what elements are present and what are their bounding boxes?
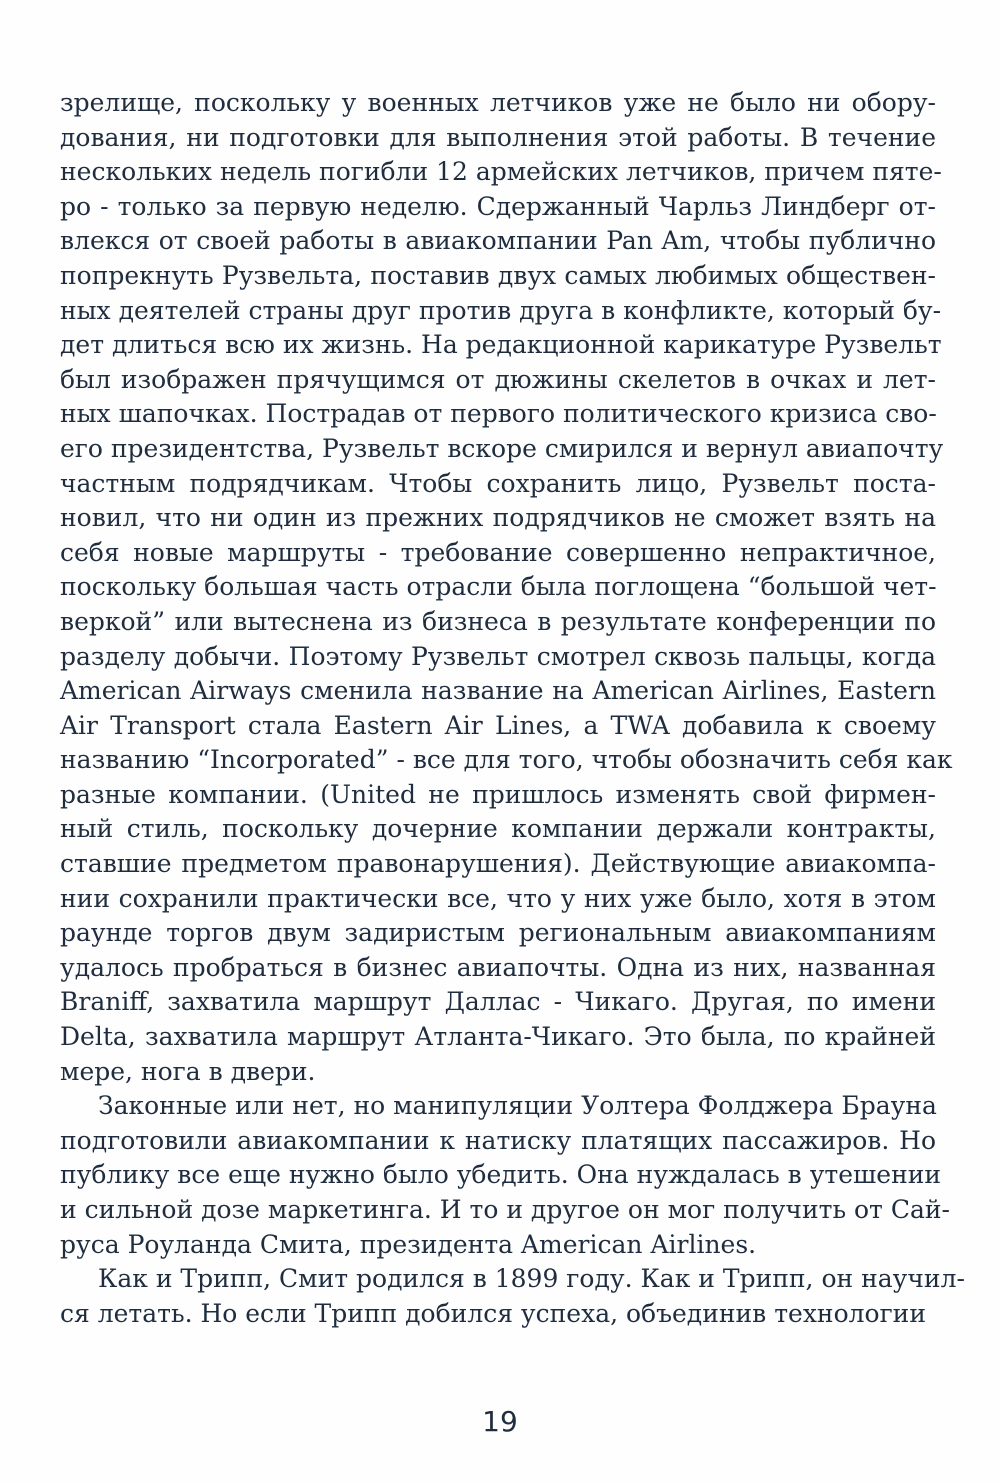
text-line: удалось пробраться в бизнес авиапочты. Одна из них, названная xyxy=(60,952,936,982)
text-line: Braniff, захватила маршрут Даллас - Чикаго. Другая, по имени xyxy=(60,987,936,1017)
text-line: попрекнуть Рузвельта, поставив двух самых любимых обществен- xyxy=(60,260,936,290)
text-line: публику все еще нужно было убедить. Она нуждалась в утешении xyxy=(60,1160,942,1190)
text-line: ных шапочках. Пострадав от первого политического кризиса сво- xyxy=(60,399,937,429)
text-line: Законные или нет, но манипуляции Уолтера Фолджера Брауна xyxy=(98,1091,937,1121)
paragraph xyxy=(60,1089,950,1262)
text-line: руса Роуланда Смита, президента American Airlines. xyxy=(60,1229,757,1259)
text-line: ставшие предметом правонарушения). Действующие авиакомпа- xyxy=(60,849,936,879)
text-line: разделу добычи. Поэтому Рузвельт смотрел сквозь пальцы, когда xyxy=(60,641,936,671)
text-line: дования, ни подготовки для выполнения этой работы. В течение xyxy=(60,122,936,152)
page-number: 19 xyxy=(482,1405,518,1438)
text-line: Air Transport стала Eastern Air Lines, а TWA добавила к своему xyxy=(60,710,936,740)
text-line: подготовили авиакомпании к натиску платящих пассажиров. Но xyxy=(60,1125,936,1155)
text-line: нескольких недель погибли 12 армейских летчиков, причем пяте- xyxy=(60,157,942,187)
text-line: ро - только за первую неделю. Сдержанный Чарльз Линдберг от- xyxy=(60,191,936,221)
text-line: новил, что ни один из прежних подрядчиков не сможет взять на xyxy=(60,503,936,533)
text-line: разные компании. (United не пришлось изменять свой фирмен- xyxy=(60,779,936,809)
text-line: дет длиться всю их жизнь. На редакционной карикатуре Рузвельт xyxy=(60,330,942,360)
body-text xyxy=(60,86,965,1331)
text-line: ный стиль, поскольку дочерние компании держали контракты, xyxy=(60,814,936,844)
text-line: влекся от своей работы в авиакомпании Pan Am, чтобы публично xyxy=(60,226,936,256)
text-line: и сильной дозе маркетинга. И то и другое он мог получить от Сай- xyxy=(60,1195,950,1224)
text-line: нии сохранили практически все, что у них уже было, хотя в этом xyxy=(60,883,936,913)
text-line: себя новые маршруты - требование совершенно непрактичное, xyxy=(60,537,936,567)
text-line: ся летать. Но если Трипп добился успеха, объединив технологии xyxy=(60,1298,926,1328)
text-line: частным подрядчикам. Чтобы сохранить лицо, Рузвельт поста- xyxy=(60,468,936,498)
paragraph xyxy=(60,1262,965,1331)
text-line: названию “Incorporated” - все для того, чтобы обозначить себя как xyxy=(60,745,953,775)
text-line: зрелище, поскольку у военных летчиков уже не было ни обору- xyxy=(60,88,936,117)
text-line: раунде торгов двум задиристым региональным авиакомпаниям xyxy=(60,918,936,948)
text-line: был изображен прячущимся от дюжины скелетов в очках и лет- xyxy=(60,364,936,394)
text-line: Delta, захватила маршрут Атланта-Чикаго. Это была, по крайней xyxy=(60,1022,936,1052)
text-line: мере, нога в двери. xyxy=(60,1056,316,1086)
text-line: ных деятелей страны друг против друга в конфликте, который бу- xyxy=(60,295,942,325)
text-line: его президентства, Рузвельт вскоре смирился и вернул авиапочту xyxy=(60,433,944,463)
text-line: веркой” или вытеснена из бизнеса в результате конференции по xyxy=(60,606,936,636)
text-line: поскольку большая часть отрасли была поглощена “большой чет- xyxy=(60,572,937,602)
text-line: American Airways сменила название на American Airlines, Eastern xyxy=(60,676,936,706)
text-line: Как и Трипп, Смит родился в 1899 году. Как и Трипп, он научил- xyxy=(98,1264,965,1294)
paragraph xyxy=(60,86,953,1089)
